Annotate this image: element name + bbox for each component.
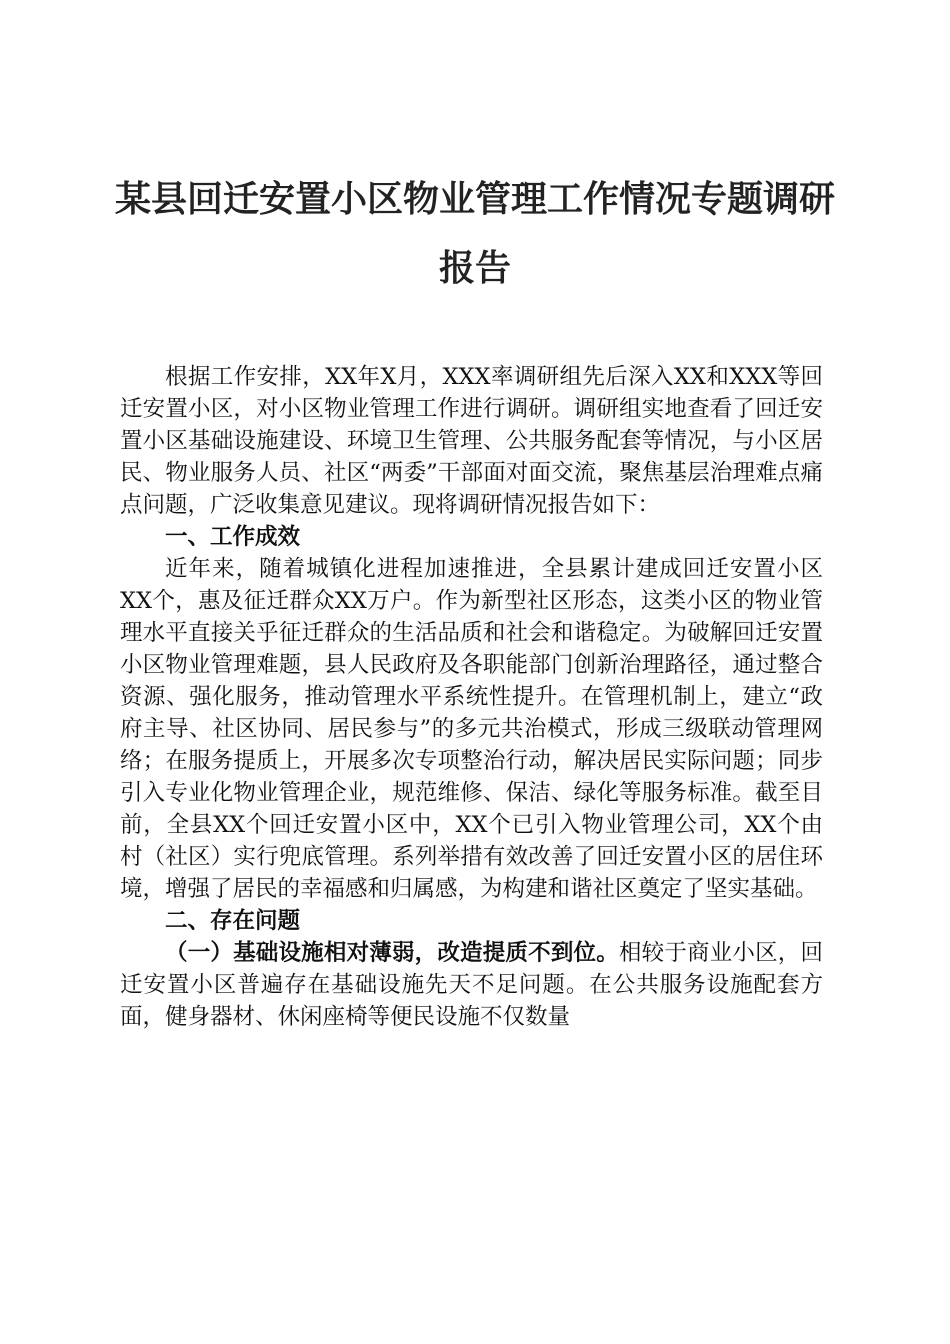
section-1-paragraph: 近年来，随着城镇化进程加速推进，全县累计建成回迁安置小区XX个，惠及征迁群众XX万户。作为新型社区形态，这类小区的物业管理水平直接关乎征迁群众的生活品质和社会和谐稳定。为破解回迁安置小区物业管理难题，县人民政府及各职能部门创新治理路径，通过整合资源、强化服务，推动管理水平系统性提升。在管理机制上，建立“政府主导、社区协同、居民参与”的多元共治模式，形成三级联动管理网络；在服务提质上，开展多次专项整治行动，解决居民实际问题；同步引入专业化物业管理企业，规范维修、保洁、绿化等服务标准。截至目前，全县XX个回迁安置小区中，XX个已引入物业管理公司，XX个由村（社区）实行兜底管理。系列举措有效改善了回迁安置小区的居住环境，增强了居民的幸福感和归属感，为构建和谐社区奠定了坚实基础。 (120, 556, 823, 902)
document-title-line-2: 报告 (438, 247, 511, 289)
section-2-heading: 二、存在问题 (165, 908, 301, 934)
subsection-1-text: 相较于商业小区，回迁安置小区普遍存在基础设施先天不足问题。在公共服务设施配套方面，健身器材、休闲座椅等便民设施不仅数量 (120, 940, 823, 1030)
subsection-1-title: （一）基础设施相对薄弱，改造提质不到位。 (165, 940, 619, 966)
intro-paragraph: 根据工作安排，XX年X月，XXX率调研组先后深入XX和XXX等回迁安置小区，对小区物业管理工作进行调研。调研组实地查看了回迁安置小区基础设施建设、环境卫生管理、公共服务配套等情况，与小区居民、物业服务人员、社区“两委”干部面对面交流，聚焦基层治理难点痛点问题，广泛收集意见建议。现将调研情况报告如下： (120, 364, 823, 518)
section-2-subsection-1 (120, 937, 823, 1033)
section-1-heading: 一、工作成效 (165, 524, 301, 550)
document-title-line-1: 某县回迁安置小区物业管理工作情况专题调研 (114, 178, 835, 220)
document-body (120, 361, 823, 1033)
